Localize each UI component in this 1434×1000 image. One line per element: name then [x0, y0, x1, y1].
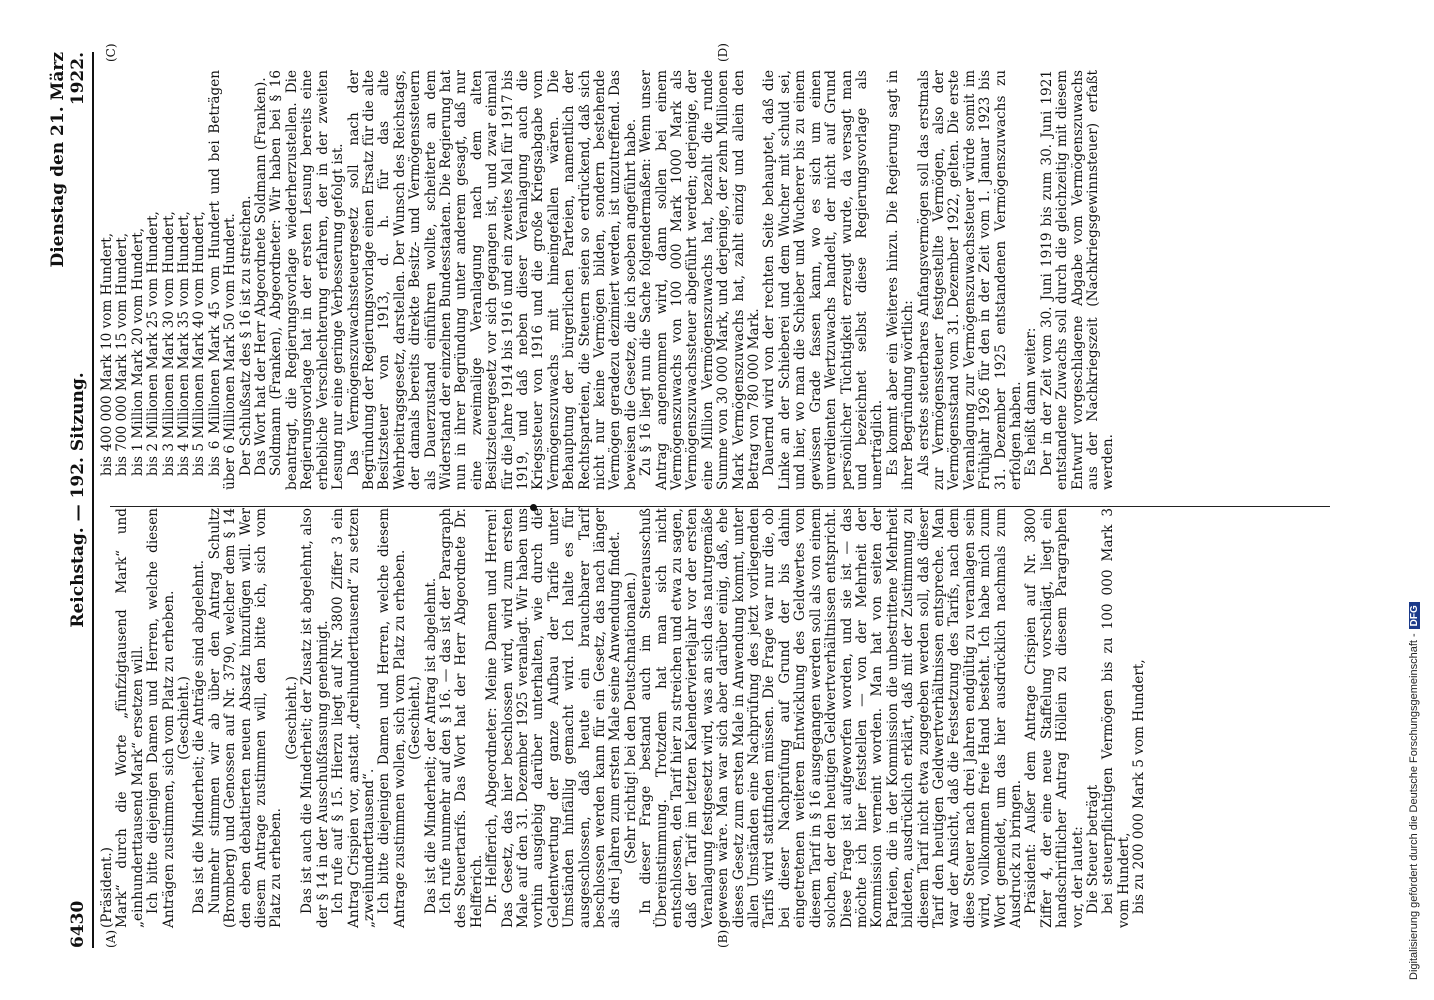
paragraph: Das ist auch die Minderheit; der Zusatz ist abgelehnt, also der § 14 in der Ausschußfassung genehmigt. — [299, 508, 331, 928]
paragraph: Der in der Zeit vom 30. Juni 1919 bis zum 30. Juni 1921 entstandene Zuwachs soll durch die gleichzeitig mit diesem Entwurf vorgeschlagene Abgabe vom Vermögenszuwachs aus der Nachkriegszeit (Nachkriegsgewinnsteuer) erfaßt werden. — [1038, 70, 1117, 490]
paragraph: Ich bitte diejenigen Damen und Herren, welche diesem Antrage zustimmen wollen, sich vom Platz zu erheben. — [376, 508, 408, 928]
paragraph: Dr. Helfferich, Abgeordneter: Meine Damen und Herren! Das Gesetz, das hier beschlossen wird, wird zum ersten Male auf den 31. Dezember 1925 veranlagt. Wir haben uns vorhin ausgiebig darüber unterhalten, wie durch die Geldentwertung der ganze Aufbau der Tarife unter Umständen hinfällig gemacht wird. Ich halte es für ausgeschlossen, daß heute ein brauchbarer Tarif beschlossen werden kann für ein Gesetz, das nach länger als drei Jahren zum ersten Male seine Anwendung findet. — [484, 508, 624, 928]
paragraph: (Geschieht.) — [407, 676, 424, 760]
paragraph: bis 400 000 Mark 10 vom Hundert, — [99, 232, 115, 476]
paragraph: bis 3 Millionen Mark 30 vom Hundert, — [160, 211, 177, 476]
paragraph: Als erstes steuerbares Anfangsvermögen soll das erstmals zur Vermögenssteuer festgestellte Vermögen, also der Vermögensstand vom 31. Dezember 1922, gelten. Die erste Veranlagung zur Vermögenszuwachssteuer würde somit im Frühjahr 1926 für den in der Zeit vom 1. Januar 1923 bis 31. Dezember 1925 entstandenen Vermögenszuwachs zu erfolgen haben. — [915, 70, 1024, 490]
column-divider — [110, 506, 1330, 507]
paragraph: bis 4 Millionen Mark 35 vom Hundert, — [176, 211, 193, 476]
margin-mark-b: (B) — [716, 929, 730, 948]
paragraph: Ich bitte diejenigen Damen und Herren, welche diesen Anträgen zustimmen, sich vom Platz zu erheben. — [145, 508, 177, 928]
paragraph: Dauernd wird von der rechten Seite behauptet, daß die Linke an der Schieberei und dem Wucher mit schuld sei, und hier, wo man die Schieber und Wucherer bis zu einem gewissen Grade fassen kann, wo es sich um einen unverdienten Wertzuwachs handelt, der nicht auf Grund persönlicher Tüchtigkeit erzeugt wurde, da versagt man und bezeichnet selbst diese Regierungsvorlage als unerträglich. — [761, 70, 886, 490]
page-header — [48, 52, 88, 948]
paragraph: In dieser Frage bestand auch im Steuerausschuß Übereinstimmung. Trotzdem hat man sich nicht entschlossen, den Tarif hier zu streichen und etwa zu sagen, daß der Tarif im letzten Kalendervierteljahr vor der ersten Veranlagung festgesetzt wird, was an sich das naturgemäße gewesen wäre. Man war sich aber darüber einig, daß, ehe dieses Gesetz zum ersten Male in Anwendung kommt, unter allen Umständen eine Nachprüfung des jetzt vorliegenden Tarifs wird stattfinden müssen. Die Frage war nur die, ob bei dieser Nachprüfung auf Grund der bis dahin eingetretenen weiteren Entwicklung des Geldwertes von diesem Tarif in § 16 ausgegangen werden soll als von einem solchen, der den heutigen Geldwertverhältnissen entspricht. Diese Frage ist aufgeworfen worden, und sie ist — das möchte ich hier feststellen — von der Mehrheit der Kommission verneint worden. Man hat von seiten der Parteien, die in der Kommission die unbestrittene Mehrheit bildeten, ausdrücklich erklärt, daß mit der Zustimmung zu diesem Tarif nicht etwa zugegeben werden soll, daß dieser Tarif den heutigen Geldwertverhältnissen entspreche. Man war der Ansicht, daß die Festsetzung des Tarifs, nach dem diese Steuer nach drei Jahren endgültig zu veranlagen sein wird, vollkommen freie Hand besteht. Ich habe mich zum Wort gemeldet, um das hier ausdrücklich nachmals zum Ausdruck zu bringen. — [638, 508, 1024, 928]
paragraph: bis zu 200 000 Mark 5 vom Hundert, — [1131, 659, 1148, 914]
margin-mark-a: (A) — [104, 929, 118, 948]
margin-mark-c: (C) — [104, 43, 118, 62]
paragraph: (Geschieht.) — [283, 676, 300, 760]
paragraph: Das ist die Minderheit; der Antrag ist abgelehnt. — [422, 577, 439, 914]
margin-mark-d: (D) — [716, 43, 730, 62]
paragraph: Soldmann (Franken), Abgeordneter: Wir haben bei § 16 beantragt, die Regierungsvorlage wiederherzustellen. Die Regierungsvorlage hat in der ersten Lesung bereits eine erhebliche Verschlechterung erfahren, der in der zweiten Lesung nur eine geringe Verbesserung gefolgt ist. — [268, 70, 347, 490]
paragraph: Die Steuer beträgt — [1085, 784, 1101, 914]
column-right — [100, 70, 1117, 490]
digitization-note — [1408, 20, 1420, 980]
paragraph: bei steuerpflichtigen Vermögen bis zu 100 000 Mark 3 vom Hundert, — [1100, 508, 1132, 928]
header-rule — [92, 52, 94, 948]
digitization-text: Digitalisierung gefördert durch die Deutsche Forschungsgemeinschaft - — [1408, 633, 1420, 980]
paragraph: (Geschieht.) — [176, 676, 193, 760]
dfg-logo: DFG — [1409, 602, 1420, 629]
paragraph: (Sehr richtig! bei den Deutschnationalen.) — [622, 572, 639, 864]
paragraph: Das Wort hat der Herr Abgeordnete Soldmann (Franken). — [253, 77, 270, 476]
column-left — [100, 508, 1148, 928]
paragraph: Das ist die Minderheit; die Anträge sind abgelehnt. — [191, 559, 208, 914]
paragraph: bis 700 000 Mark 15 vom Hundert, — [114, 232, 131, 476]
paragraph: Nunmehr stimmen wir ab über den Antrag Schultz (Bromberg) und Genossen auf Nr. 3790, welcher dem § 14 den eben debattierten neuen Absatz hinzufügen will. Wer diesem Antrage zustimmen will, den bitte ich, sich vom Platz zu erheben. — [206, 508, 285, 928]
paragraph: Mark“ durch die Worte „fünfzigtausend Mark“ und „einhunderttausend Mark“ ersetzen will. — [114, 508, 146, 928]
paragraph: bis 2 Millionen Mark 25 vom Hundert, — [145, 211, 162, 476]
paragraph: Präsident: Außer dem Antrage Crispien auf Nr. 3800 Ziffer 4, der eine neue Staffelung vorschlägt, liegt ein handschriftlicher Antrag Höllein zu diesem Paragraphen vor, der lautet: — [1023, 508, 1086, 928]
paragraph: Zu § 16 liegt nun die Sache folgendermaßen: Wenn unser Antrag angenommen wird, dann sollen bei einem Vermögenszuwachs von 100 000 Mark 1000 Mark als Vermögenszuwachssteuer abgeführt werden; derjenige, der eine Million Vermögenszuwachs hat, bezahlt die runde Summe von 30 000 Mark, und derjenige, der zehn Millionen Mark Vermögenszuwachs hat, zahlt einzig und allein den Betrag von 780 000 Mark. — [638, 70, 763, 490]
paragraph: Der Schlußsatz des § 16 ist zu streichen. — [237, 195, 254, 476]
page-number: 6430 — [68, 900, 88, 948]
paragraph: Ich rufe nunmehr auf den § 16. — das ist der Paragraph des Steuertarifs. Das Wort hat der Herr Abgeordnete Dr. Helfferich. — [437, 508, 485, 928]
paragraph: Das Vermögenszuwachssteuergesetz soll nach der Begründung der Regierungsvorlage einen Ersatz für die alte Besitzsteuer von 1913, d. h. für das alte Wehrbeitragsgesetz, darstellen. Der Wunsch des Reichstags, der damals bereits direkte Besitz- und Vermögenssteuern als Dauerzustand einführen wollte, scheiterte an dem Widerstand der einzelnen Bundesstaaten. Die Regierung hat nun in ihrer Begründung unter anderem gesagt, daß nur eine zweimalige Veranlagung nach dem alten Besitzsteuergesetz vor sich gegangen ist, und zwar einmal für die Jahre 1914 bis 1916 und ein zweites Mal für 1917 bis 1919, und daß neben dieser Veranlagung auch die Kriegssteuer von 1916 und die große Kriegsabgabe vom Vermögenszuwachs mit hineingefallen wären. Die Behauptung der bürgerlichen Parteien, namentlich der Rechtsparteien, die Steuern seien so erdrückend, daß sich nicht nur keine Vermögen bilden, sondern bestehende Vermögen geradezu dezimiert werden, ist unzutreffend. Das beweisen die Gesetze, die ich soeben angeführt habe. — [345, 70, 639, 490]
paragraph: bis 1 Million Mark 20 vom Hundert, — [129, 227, 146, 476]
paragraph: Ich rufe auf § 15. Hierzu liegt auf Nr. 3800 Ziffer 3 ein Antrag Crispien vor, anstatt „dreihunderttausend“ zu setzen „zweihunderttausend“. — [330, 508, 377, 928]
paragraph: bis 5 Millionen Mark 40 vom Hundert, — [191, 211, 208, 476]
session-title: Reichstag. — 192. Sitzung. — [68, 372, 88, 628]
paragraph: Es kommt aber ein Weiteres hinzu. Die Regierung sagt in ihrer Begründung wörtlich: — [884, 70, 917, 490]
paragraph: Es heißt dann weiter: — [1023, 327, 1040, 476]
paragraph: (Präsident.) — [99, 847, 115, 928]
session-date: Dienstag den 21. März 1922. — [48, 52, 88, 268]
paragraph: bis 6 Millionen Mark 45 vom Hundert und bei Beträgen über 6 Millionen Mark 50 vom Hundert. — [206, 70, 239, 490]
